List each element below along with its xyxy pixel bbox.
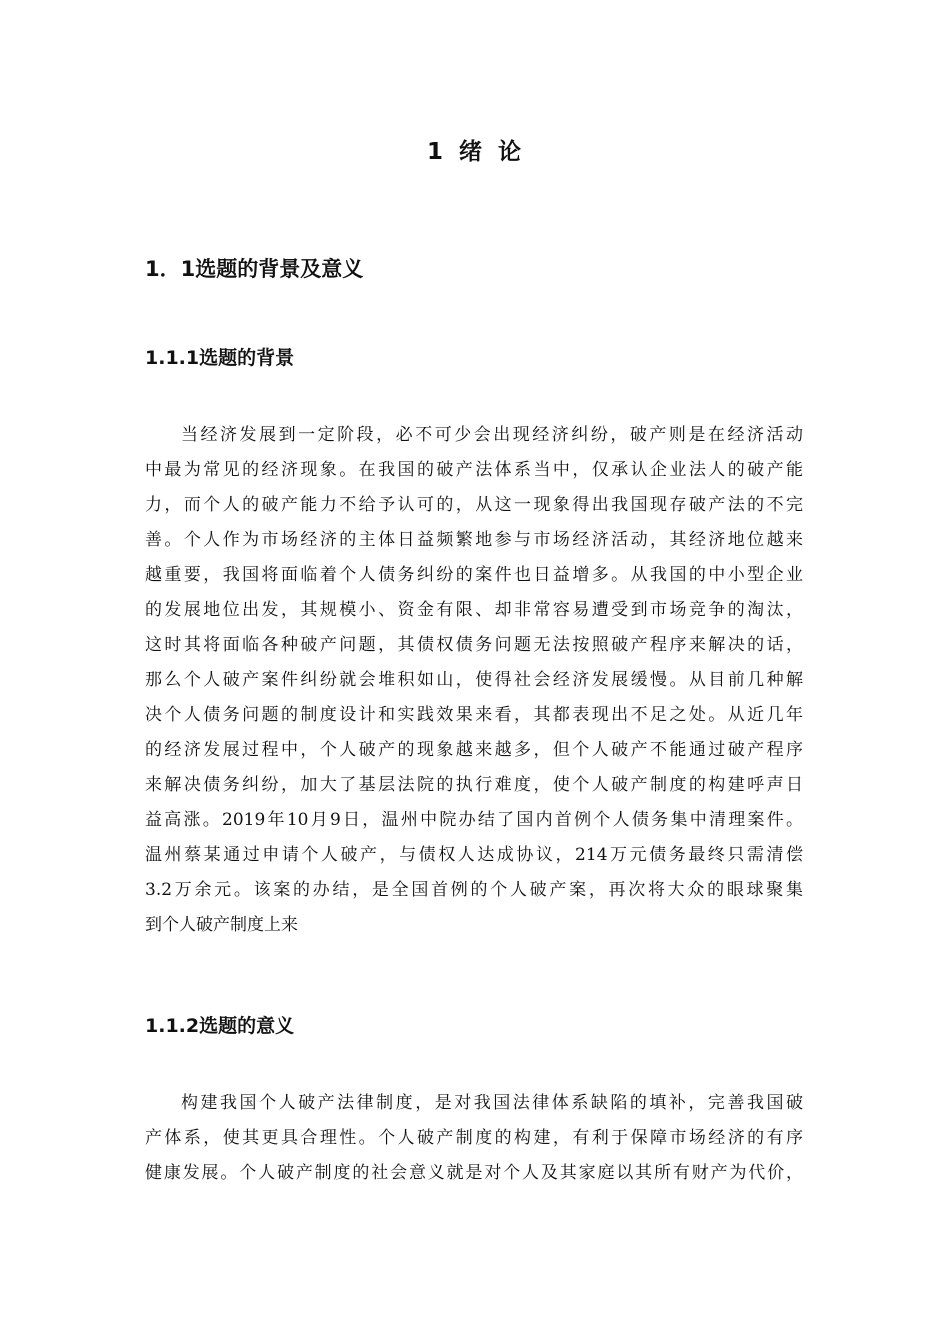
chapter-title [0, 136, 950, 168]
paragraph-line: 的经济发展过程中，个人破产的现象越来越多，但个人破产不能通过破产程序 [145, 740, 803, 760]
paragraph-line: 的发展地位出发，其规模小、资金有限、却非常容易遭受到市场竞争的淘汰， [145, 600, 803, 620]
chapter-title-char-1: 绪 [459, 139, 484, 165]
paragraph-line: 中最为常见的经济现象。在我国的破产法体系当中，仅承认企业法人的破产能 [145, 460, 803, 480]
paragraph-line: 健康发展。个人破产制度的社会意义就是对个人及其家庭以其所有财产为代价， [145, 1163, 803, 1183]
significance-paragraph [145, 1086, 803, 1191]
paragraph-line: 善。个人作为市场经济的主体日益频繁地参与市场经济活动，其经济地位越来 [145, 530, 803, 550]
paragraph-line: 到个人破产制度上来 [145, 915, 298, 935]
chapter-number: 1 [426, 139, 445, 165]
paragraph-line: 力，而个人的破产能力不给予认可的，从这一现象得出我国现存破产法的不完 [145, 495, 803, 515]
section-heading: 1．1选题的背景及意义 [145, 257, 364, 281]
paragraph-line: 那么个人破产案件纠纷就会堆积如山，使得社会经济发展缓慢。从目前几种解 [145, 670, 803, 690]
subsection-heading-significance: 1.1.2选题的意义 [145, 1015, 295, 1037]
paragraph-line: 益高涨。2019年10月9日，温州中院办结了国内首例个人债务集中清理案件。 [145, 810, 803, 830]
paragraph-line: 越重要，我国将面临着个人债务纠纷的案件也日益增多。从我国的中小型企业 [145, 565, 803, 585]
paragraph-line: 构建我国个人破产法律制度，是对我国法律体系缺陷的填补，完善我国破 [181, 1093, 803, 1113]
paragraph-line: 这时其将面临各种破产问题，其债权债务问题无法按照破产程序来解决的话， [145, 635, 803, 655]
paragraph-line: 当经济发展到一定阶段，必不可少会出现经济纠纷，破产则是在经济活动 [181, 425, 803, 445]
paragraph-line: 产体系，使其更具合理性。个人破产制度的构建，有利于保障市场经济的有序 [145, 1128, 803, 1148]
chapter-title-char-2: 论 [498, 139, 523, 165]
paragraph-line: 3.2万余元。该案的办结，是全国首例的个人破产案，再次将大众的眼球聚集 [145, 880, 803, 900]
paragraph-line: 决个人债务问题的制度设计和实践效果来看，其都表现出不足之处。从近几年 [145, 705, 803, 725]
paragraph-line: 温州蔡某通过申请个人破产，与债权人达成协议，214万元债务最终只需清偿 [145, 845, 803, 865]
background-paragraph [145, 418, 803, 943]
paragraph-line: 来解决债务纠纷，加大了基层法院的执行难度，使个人破产制度的构建呼声日 [145, 775, 803, 795]
subsection-heading-background: 1.1.1选题的背景 [145, 347, 295, 369]
